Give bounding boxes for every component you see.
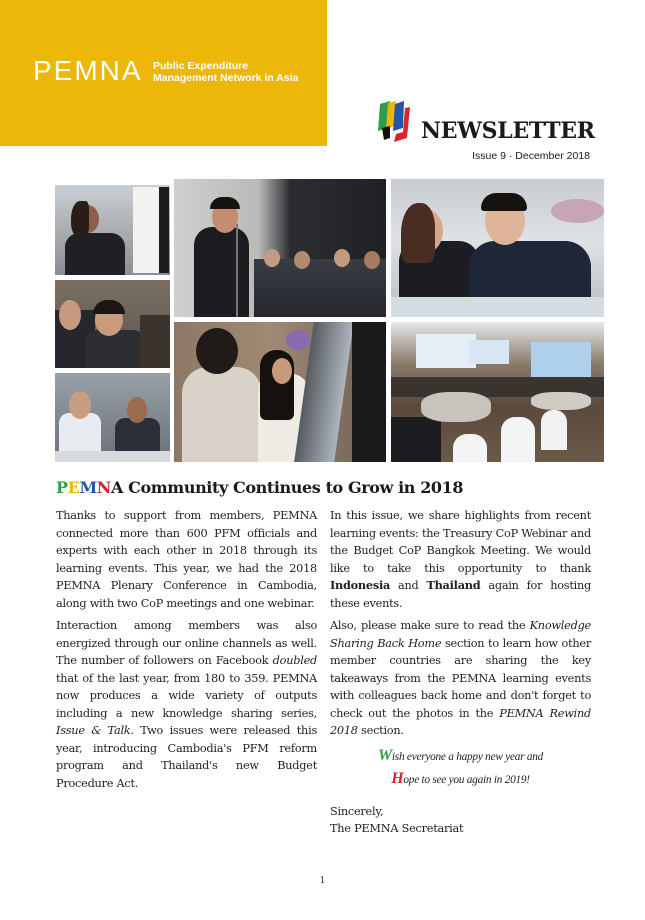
page-number: 1 <box>319 876 326 886</box>
headline-letter-m: M <box>79 478 97 497</box>
bold-indonesia: Indonesia <box>330 578 391 592</box>
italic-doubled: doubled <box>272 654 317 667</box>
photo-conference-room <box>391 322 604 462</box>
brand-tagline <box>153 60 298 84</box>
pemna-logo-text: PEMNA <box>33 55 143 86</box>
headline-letter-p: P <box>56 478 68 497</box>
issue-date: Issue 9 · December 2018 <box>472 150 590 162</box>
photo-woman-writing-flipchart <box>55 185 170 275</box>
left-paragraph-2 <box>56 617 317 792</box>
right-paragraph-2 <box>330 617 591 740</box>
photo-speaker-at-microphone <box>174 179 386 317</box>
holiday-wish <box>330 745 591 791</box>
bold-thailand: Thailand <box>426 578 481 592</box>
text-run: section. <box>357 724 404 737</box>
text-run: that of the last year, from 180 to 359. PEMNA now produces a wide variety of outputs including a new knowledge sharing series, <box>56 671 317 720</box>
photo-two-women-flipchart <box>174 322 386 462</box>
photo-two-men-listening <box>55 373 170 462</box>
wish-line-2 <box>330 768 591 791</box>
closing: Sincerely, <box>330 804 384 818</box>
wish-cap-w: W <box>377 746 392 764</box>
wish-text-2: ope to see you again in 2019! <box>403 773 530 786</box>
headline-rest: A Community Continues to Grow in 2018 <box>110 478 464 497</box>
wish-text-1: ish everyone a happy new year and <box>391 750 544 763</box>
headline-letter-e: E <box>67 478 80 497</box>
left-paragraph-1: Thanks to support from members, PEMNA connected more than 600 PFM officials and experts with each other in 2018 through its learning events. This year, we had the 2018 PEMNA Plenary Conference in Cambodia, along with two CoP meetings and one webinar. <box>56 509 317 610</box>
italic-issue-and-talk: Issue & Talk <box>56 724 131 737</box>
photo-participants-discussing <box>55 280 170 368</box>
pemna-book-logo-icon <box>376 98 412 144</box>
signature: The PEMNA Secretariat <box>330 822 464 835</box>
text-run: . Two issues were released this year, introducing Cambodia's PFM reform program and Thailand's new Budget Procedure Act. <box>56 724 317 790</box>
text-run: Also, please make sure to read the <box>330 619 530 632</box>
italic-pemna-rewind: PEMNA Rewind 2018 <box>330 706 591 737</box>
left-column <box>56 507 317 797</box>
photo-two-participants-seated <box>391 179 604 317</box>
right-column <box>330 507 591 838</box>
italic-knowledge-sharing: Knowledge Sharing Back Home <box>330 619 591 650</box>
right-paragraph-1 <box>330 507 591 612</box>
tagline-line-2: Management Network in Asia <box>153 72 299 84</box>
text-run: again for hosting these events. <box>330 579 591 610</box>
text-run: and <box>390 579 427 592</box>
wish-cap-h: H <box>391 769 404 787</box>
tagline-line-1: Public Expenditure <box>153 60 249 72</box>
wish-line-1 <box>330 745 591 768</box>
newsletter-title: NEWSLETTER <box>421 118 595 144</box>
text-run: section to learn how other member countries are sharing the key takeaways from the PEMNA learning events with colleagues back home and don't forget to check out the photos in the <box>330 636 591 720</box>
header-band <box>0 0 327 146</box>
article-headline <box>56 478 463 497</box>
text-run: In this issue, we share highlights from recent learning events: the Treasury CoP Webinar and the Budget CoP Bangkok Meeting. We would like to take this opportunity to thank <box>330 509 591 575</box>
headline-letter-n: N <box>96 478 111 497</box>
text-run: Interaction among members was also energized through our online channels as well. The number of followers on Facebook <box>56 619 317 667</box>
